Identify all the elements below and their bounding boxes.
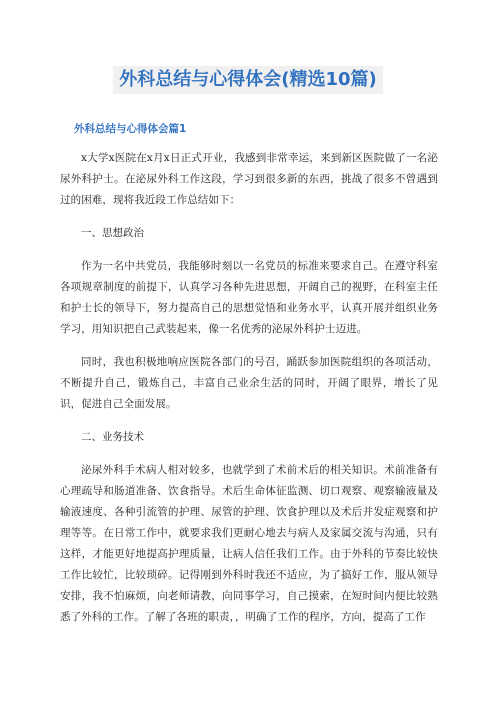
title-wrap — [0, 66, 496, 94]
paragraph-skills: 泌尿外科手术病人相对较多，也就学到了术前术后的相关知识。术前准备有心理疏导和肠道准备、饮食指导。术后生命体征监测、切口观察、观察输液量及输液速度、各种引流管的护理、尿管的护理、饮食护理以及术后并发症观察和护理等等。在日常工作中，就要求我们更耐心地去与病人及家属交流与沟通，只有这样，才能更好地提高护理质量，让病人信任我们工作。由于外科的节奏比较快工作比较忙，比较琐碎。记得刚到外科时我还不适应，为了搞好工作，服从领导安排，我不怕麻烦，向老师请教，向同事学习，自己摸索，在短时间内便比较熟悉了外科的工作。了解了各班的职责，，明确了工作的程序，方向，提高了工作 — [60, 464, 438, 623]
paragraph-activities: 同时，我也积极地响应医院各部门的号召，踊跃参加医院组织的各项活动，不断提升自己，锻炼自己，丰富自己业余生活的同时，开阔了眼界，增长了见识，促进自己全面发展。 — [60, 356, 438, 410]
heading-skills: 二、业务技术 — [81, 431, 144, 443]
section-title: 外科总结与心得体会篇1 — [74, 123, 187, 135]
body-text — [60, 148, 438, 640]
heading-politics: 一、思想政治 — [81, 227, 144, 239]
document-title: 外科总结与心得体会(精选10篇) — [113, 66, 383, 94]
paragraph-intro: x大学x医院在x月x日正式开业，我感到非常幸运，来到新区医院做了一名泌尿外科护士。在泌尿外科工作这段，学习到很多新的东西，挑战了很多不曾遇到过的困难，现将我近段工作总结如下： — [60, 152, 438, 206]
paragraph-politics: 作为一名中共党员，我能够时刻以一名党员的标准来要求自己。在遵守科室各项规章制度的前提下，认真学习各种先进思想，开阔自己的视野，在科室主任和护士长的领导下，努力提高自己的思想觉悟和业务水平，认真开展并组织业务学习，用知识把自己武装起来，像一名优秀的泌尿外科护士迈进。 — [60, 260, 438, 335]
